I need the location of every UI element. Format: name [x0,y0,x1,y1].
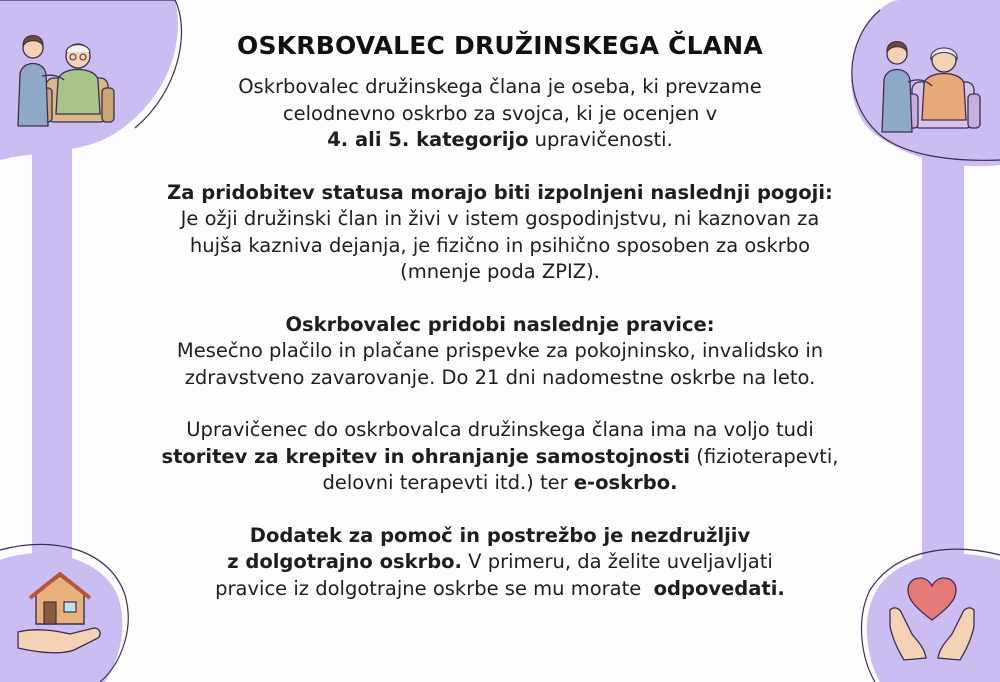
conditions-section [110,180,890,286]
services-line-2-rest: (fizioterapevti, [690,444,839,468]
rights-heading: Oskrbovalec pridobi naslednje pravice: [285,312,715,336]
allowance-line-3-bold: odpovedati. [653,576,785,600]
rights-line-1: Mesečno plačilo in plačane prispevke za pokojninsko, invalidsko in [176,339,824,362]
services-line-1: Upravičenec do oskrbovalca družinskega člana ima na voljo tudi [186,418,814,441]
services-section [110,417,890,497]
allowance-section [110,523,890,603]
rights-section [110,312,890,392]
house-in-hand-icon [14,572,106,664]
services-line-3 [110,470,890,497]
allowance-line-2-bold: z dolgotrajno oskrbo. [227,550,462,573]
allowance-line-2-rest: V primeru, da želite uveljavljati [461,550,773,573]
conditions-line-1: Je ožji družinski član in živi v istem gospodinjstvu, ni kaznovan za [180,207,820,230]
intro-line-2: celodnevno oskrbo za svojca, ki je ocenjen v [282,101,718,125]
conditions-line-2: hujša kazniva dejanja, je fizično in psihično sposoben za oskrbo [189,233,811,257]
conditions-heading: Za pridobitev statusa morajo biti izpolnjeni naslednji pogoji: [167,180,833,204]
heart-in-hands-icon [886,574,978,666]
services-line-2 [110,444,890,471]
intro-line-3 [110,127,890,154]
services-line-3-start: delovni terapevti itd.) ter [322,471,574,494]
intro-paragraph [110,74,890,154]
page-title: OSKRBOVALEC DRUŽINSKEGA ČLANA [237,31,763,60]
rights-line-2: zdravstveno zavarovanje. Do 21 dni nadomestne oskrbe na leto. [184,365,816,389]
intro-line-1: Oskrbovalec družinskega člana je oseba, ki prevzame [238,75,762,98]
conditions-line-3: (mnenje poda ZPIZ). [400,260,600,283]
allowance-line-3-start: pravice iz dolgotrajne oskrbe se mu morate [215,576,654,600]
allowance-line-1: Dodatek za pomoč in postrežbo je nezdružljiv [249,523,751,547]
main-content [110,26,890,602]
intro-line-3-rest: upravičenosti. [528,128,673,151]
caregiver-elderly-woman-icon [872,18,992,136]
allowance-line-3 [110,576,890,603]
intro-category-bold: 4. ali 5. kategorijo [327,128,529,151]
allowance-line-2 [110,549,890,576]
services-bold: storitev za krepitev in ohranjanje samostojnosti [161,444,691,468]
e-oskrba-bold: e-oskrbo. [573,471,678,494]
